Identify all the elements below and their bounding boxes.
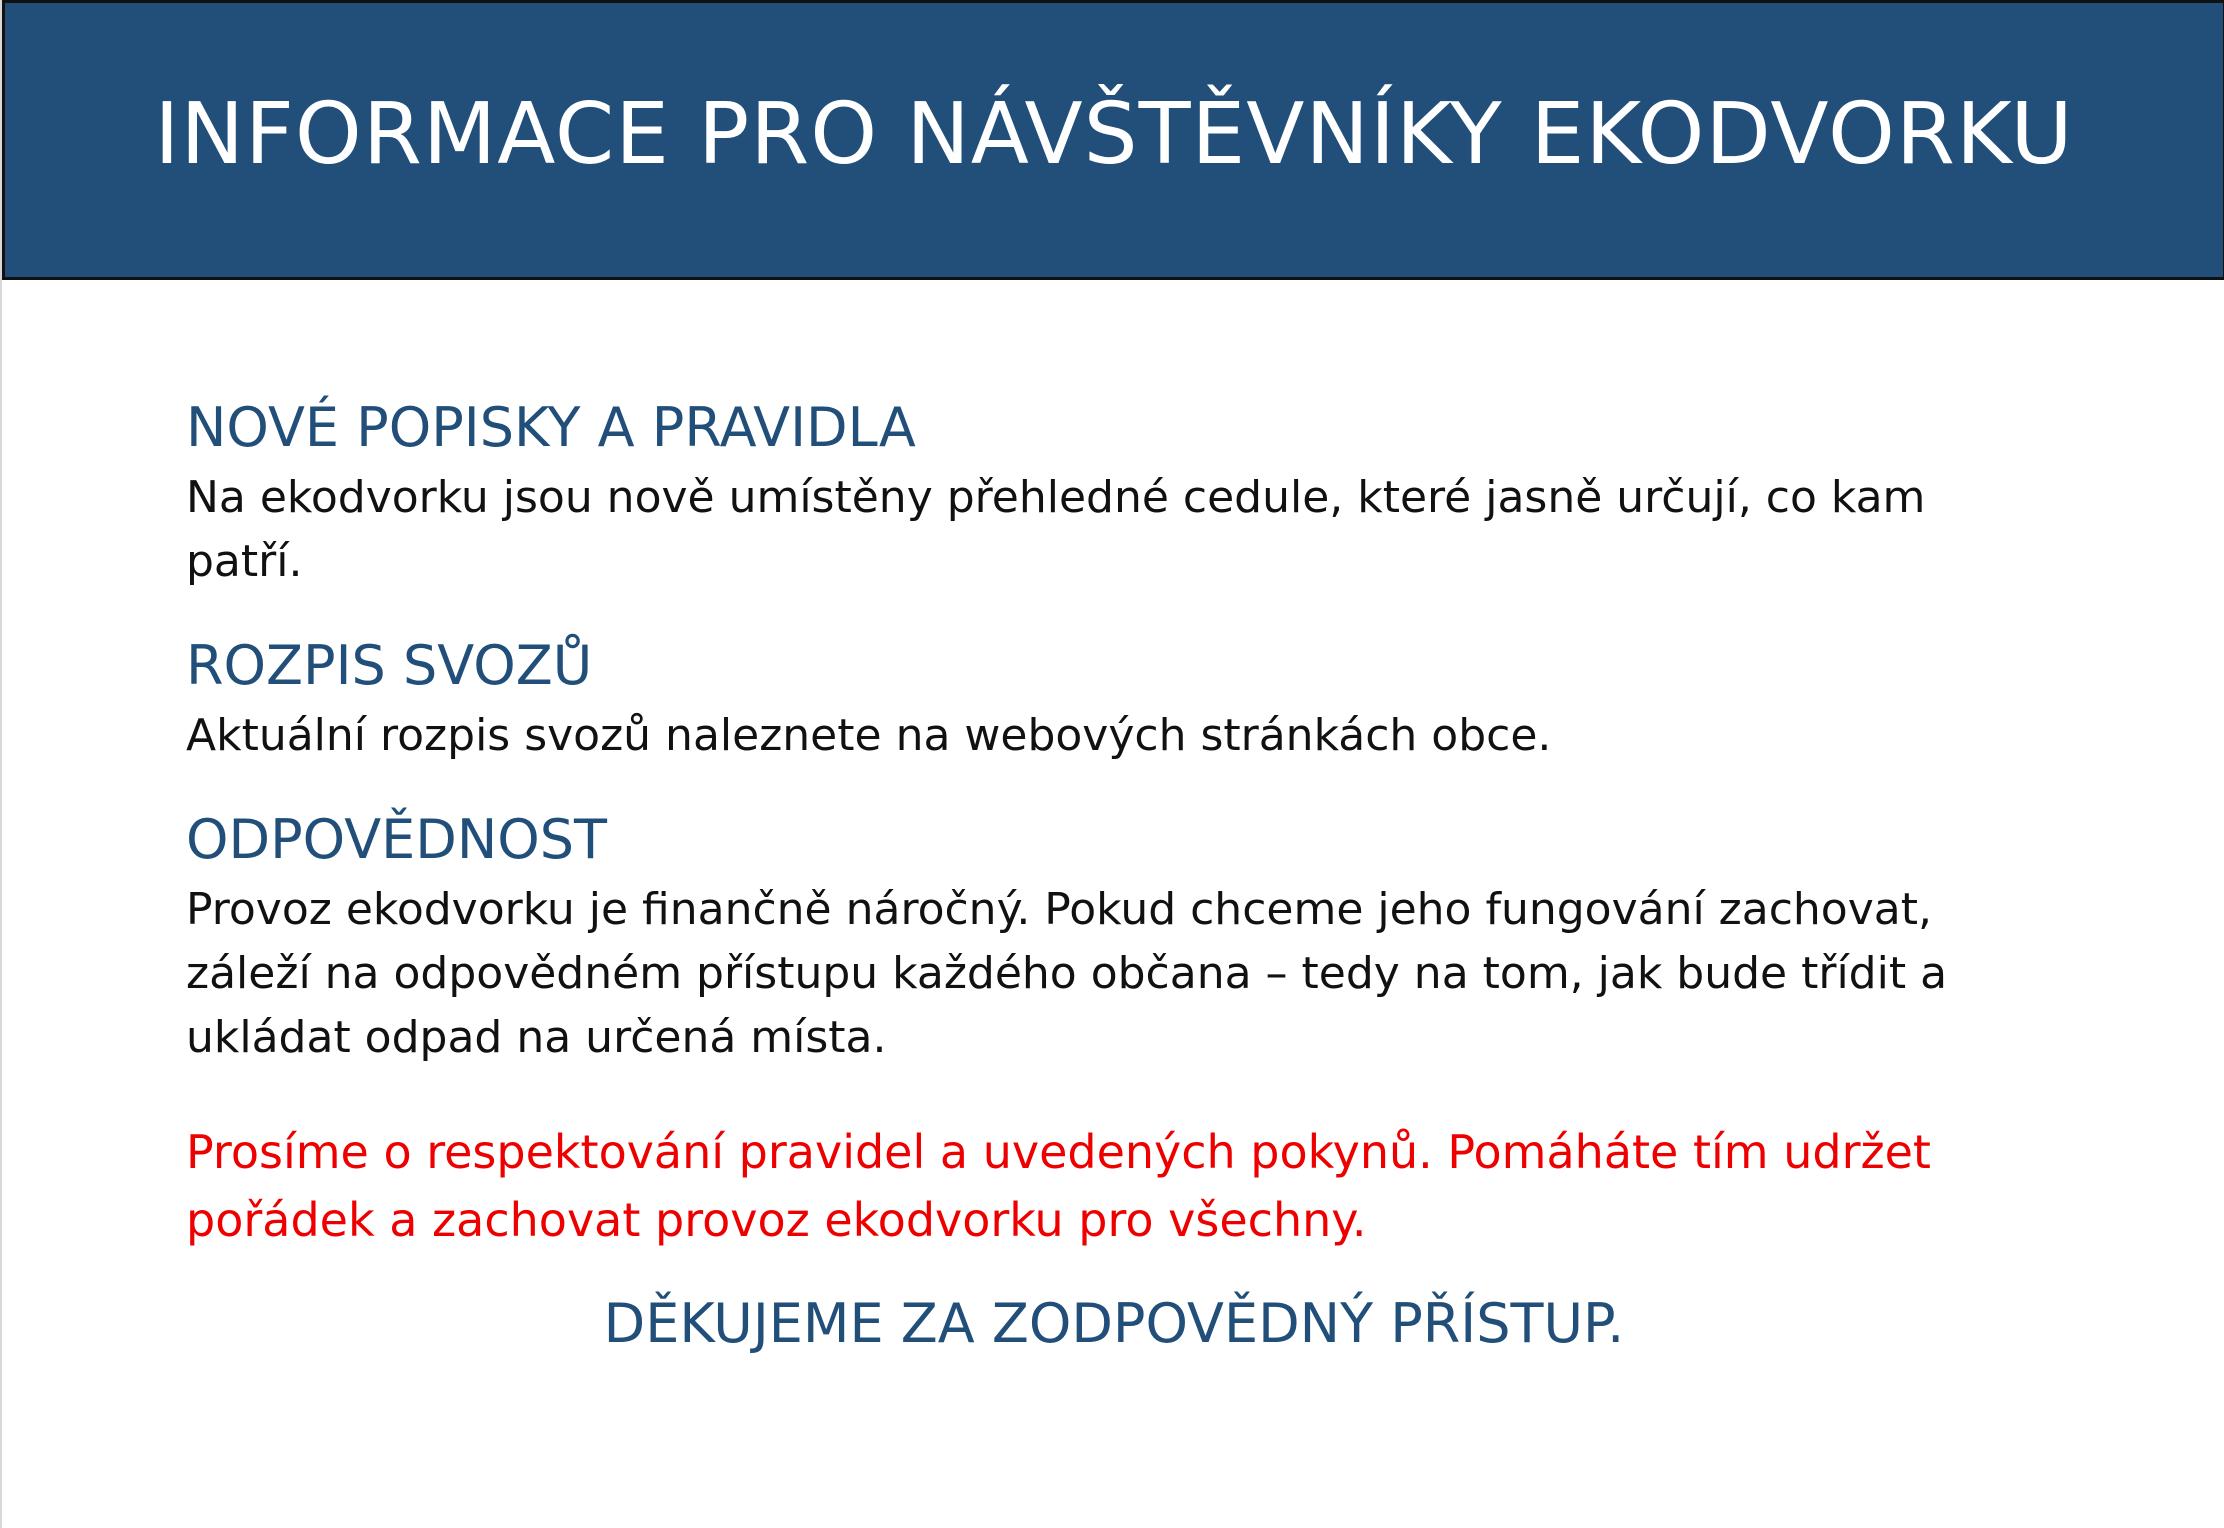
section-heading: ODPOVĚDNOST xyxy=(186,808,608,871)
section-heading: ROZPIS SVOZŮ xyxy=(186,634,593,697)
thank-you-message: DĚKUJEME ZA ZODPOVĚDNÝ PŘÍSTUP. xyxy=(603,1292,1625,1355)
page-title: INFORMACE PRO NÁVŠTĚVNÍKY EKODVORKU xyxy=(154,84,2074,184)
section-heading: NOVÉ POPISKY A PRAVIDLA xyxy=(186,396,916,459)
red-notice-text: Prosíme o respektování pravidel a uvedených pokynů. Pomáháte tím udržet pořádek a zachovat provoz ekodvorku pro všechny. xyxy=(186,1125,1931,1247)
section-collection-schedule xyxy=(186,628,2066,768)
section-text: Provoz ekodvorku je finančně náročný. Pokud chceme jeho fungování zachovat, záleží na odpovědném přístupu každého občana – tedy na tom, jak bude třídit a ukládat odpad na určená místa. xyxy=(186,884,1948,1063)
section-text: Aktuální rozpis svozů naleznete na webových stránkách obce. xyxy=(186,710,1552,761)
section-text: Na ekodvorku jsou nově umístěny přehledné cedule, které jasně určují, co kam patří. xyxy=(186,472,1926,587)
section-responsibility xyxy=(186,802,2066,1070)
header-banner xyxy=(2,0,2224,280)
content-area xyxy=(186,390,2066,1254)
section-new-labels xyxy=(186,390,2066,594)
